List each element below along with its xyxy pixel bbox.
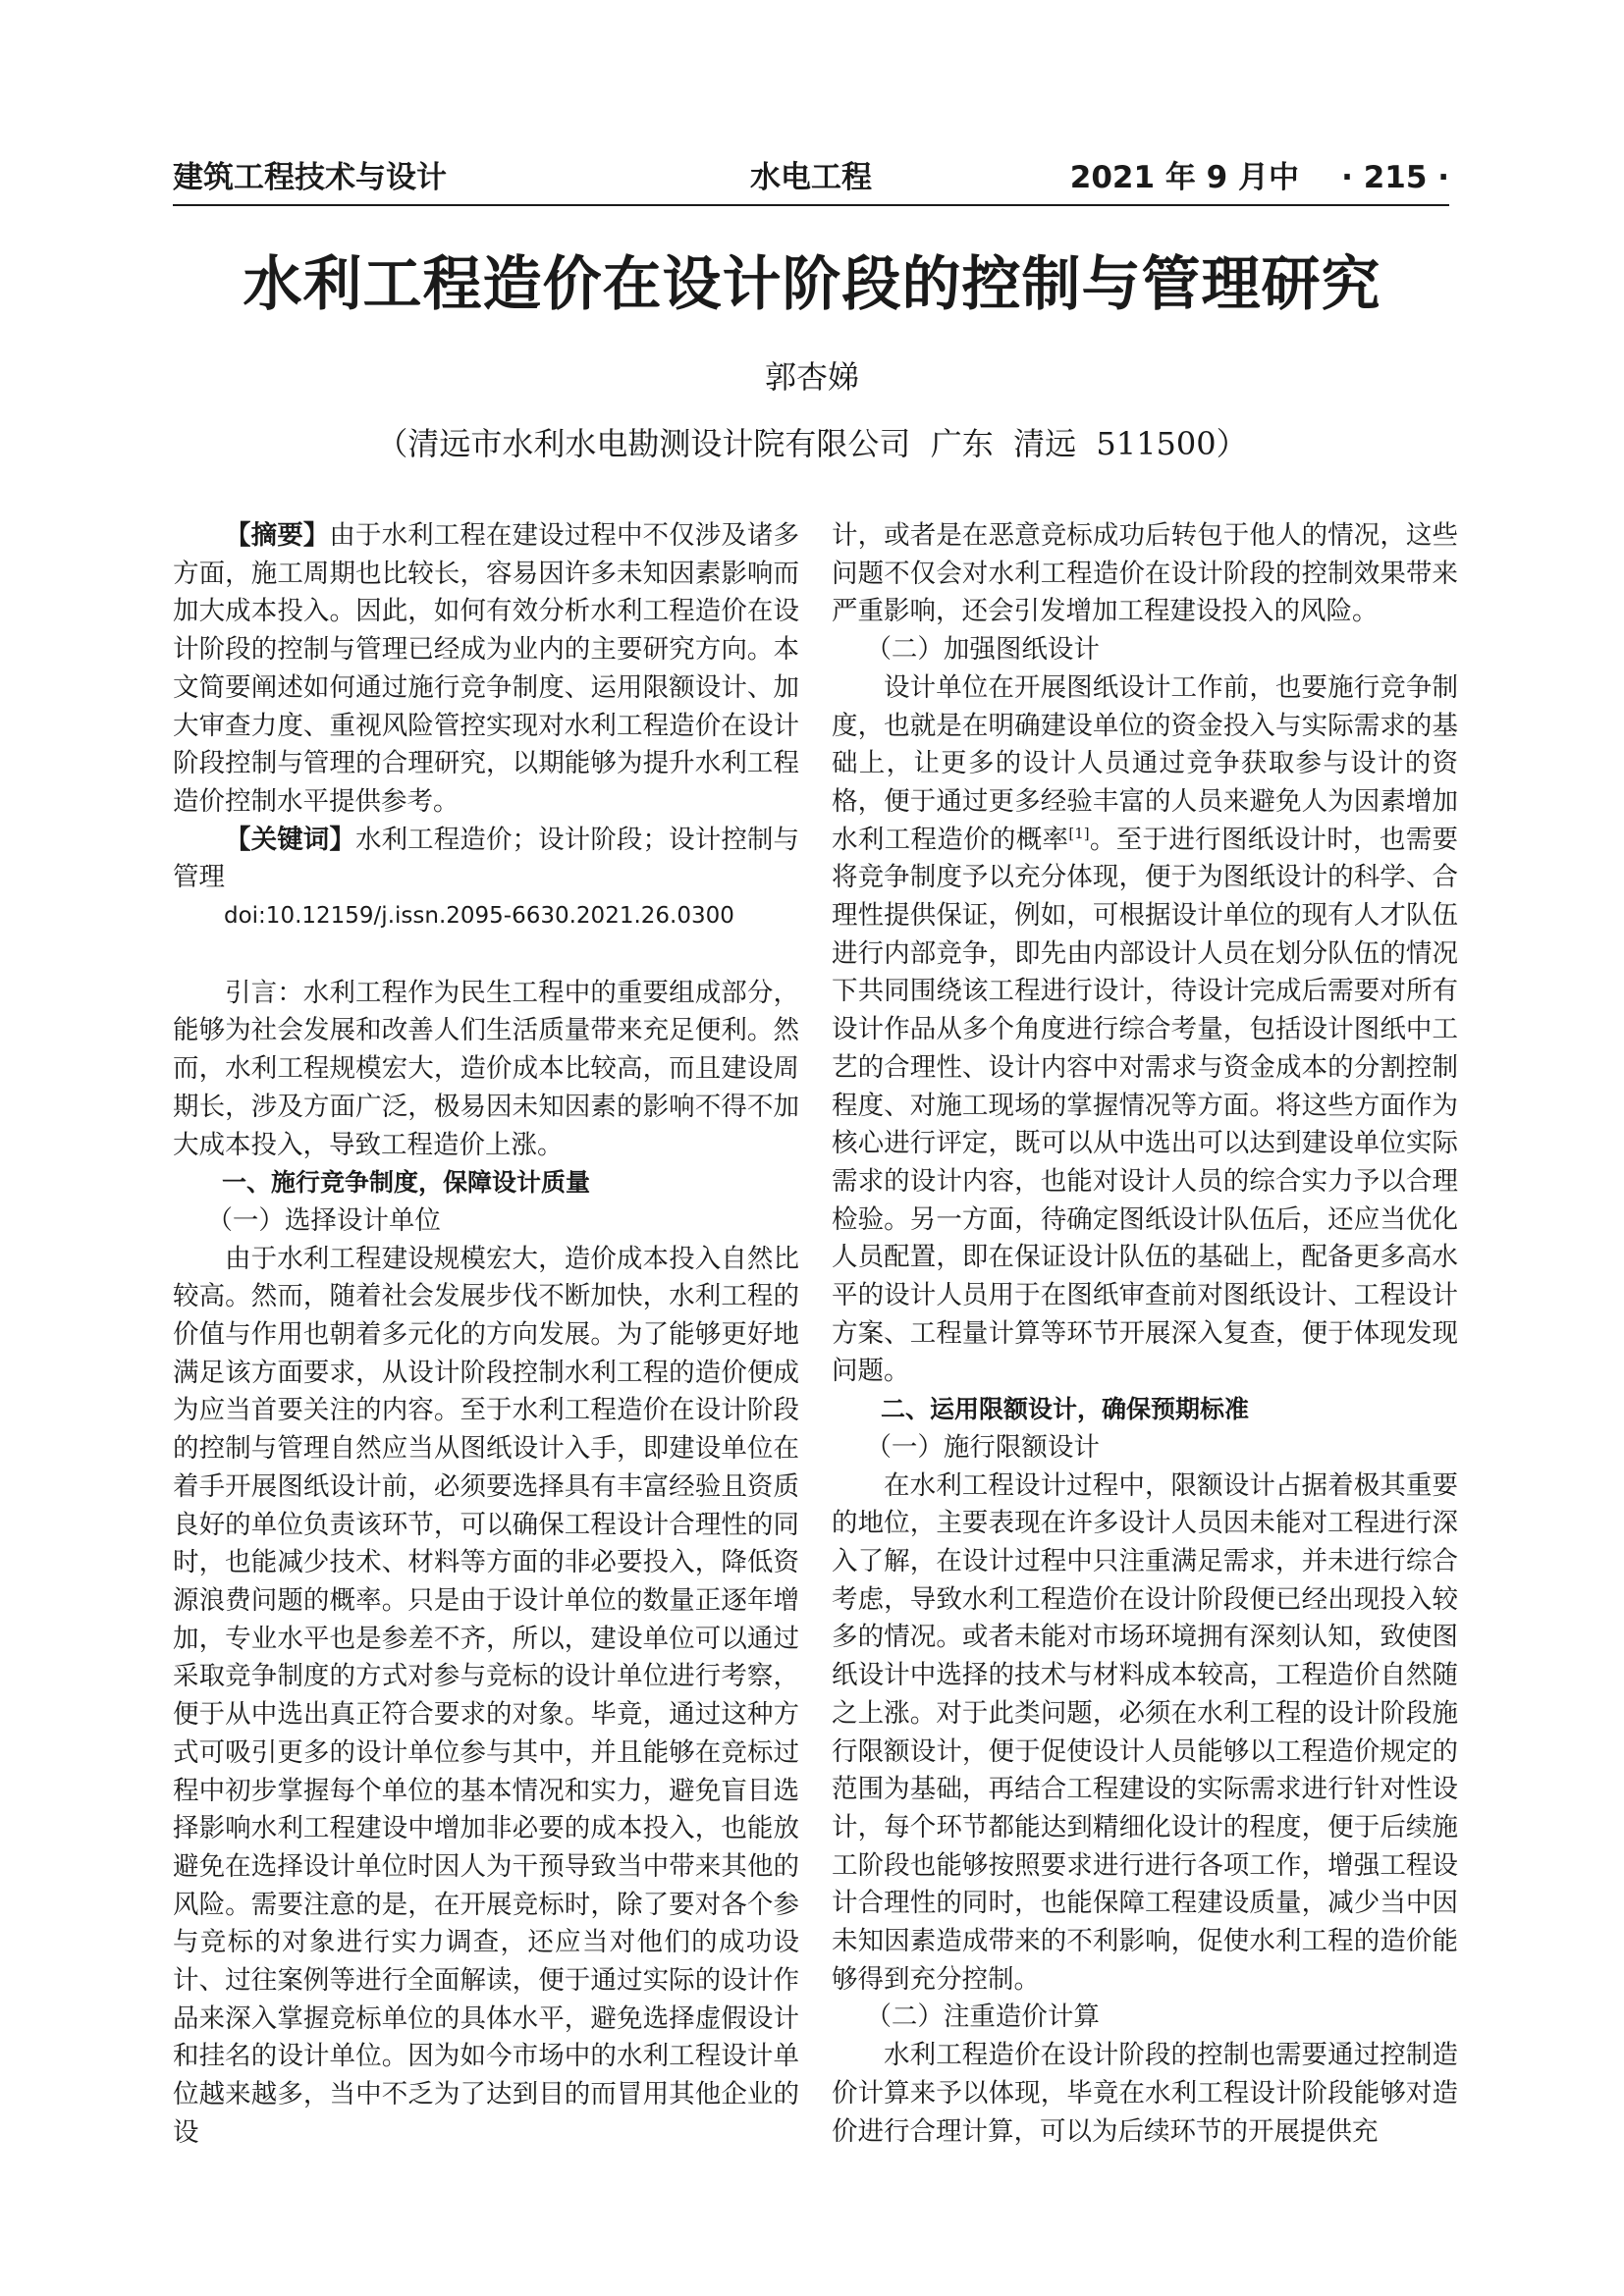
section-heading-2: 二、运用限额设计，确保预期标准 <box>881 1395 1250 1424</box>
left-column <box>173 517 799 2153</box>
body-paragraph <box>832 669 1458 1391</box>
abstract-label: 【摘要】 <box>225 520 330 551</box>
header-rule <box>173 204 1449 206</box>
body-paragraph: 由于水利工程建设规模宏大，造价成本投入自然比较高。然而，随着社会发展步伐不断加快，水利工程的价值与作用也朝着多元化的方向发展。为了能够更好地满足该方面要求，从设计阶段控制水利工程的造价便成为应当首要关注的内容。至于水利工程造价在设计阶段的控制与管理自然应当从图纸设计入手，即建设单位在着手开展图纸设计前，必须要选择具有丰富经验且资质良好的单位负责该环节，可以确保工程设计合理性的同时，也能减少技术、材料等方面的非必要投入，降低资源浪费问题的概率。只是由于设计单位的数量正逐年增加，专业水平也是参差不齐，所以，建设单位可以通过采取竞争制度的方式对参与竞标的设计单位进行考察，便于从中选出真正符合要求的对象。毕竟，通过这种方式可吸引更多的设计单位参与其中，并且能够在竞标过程中初步掌握每个单位的基本情况和实力，避免盲目选择影响水利工程建设中增加非必要的成本投入，也能放避免在选择设计单位时因人为干预导致当中带来其他的风险。需要注意的是，在开展竞标时，除了要对各个参与竞标的对象进行实力调查，还应当对他们的成功设计、过往案例等进行全面解读，便于通过实际的设计作品来深入掌握竞标单位的具体水平，避免选择虚假设计和挂名的设计单位。因为如今市场中的水利工程设计单位越来越多，当中不乏为了达到目的而冒用其他企业的设 <box>173 1243 799 2148</box>
journal-name: 建筑工程技术与设计 <box>173 160 447 195</box>
body-paragraph: 计，或者是在恶意竞标成功后转包于他人的情况，这些问题不仅会对水利工程造价在设计阶段的控制效果带来严重影响，还会引发增加工程建设投入的风险。 <box>832 520 1458 627</box>
spacer <box>173 935 799 975</box>
section-name: 水电工程 <box>750 160 872 195</box>
author-affiliation: （清远市水利水电勘测设计院有限公司 广东 清远 511500） <box>376 425 1248 462</box>
subsection-heading-1-1: （一）选择设计单位 <box>206 1204 441 1236</box>
subsection-heading-1-2: （二）加强图纸设计 <box>865 634 1100 666</box>
keywords-text: 水利工程造价；设计阶段；设计控制与管理 <box>173 824 800 893</box>
intro-paragraph: 引言：水利工程作为民生工程中的重要组成部分，能够为社会发展和改善人们生活质量带来充足便利。然而，水利工程规模宏大，造价成本比较高，而且建设周期长，涉及方面广泛，极易因未知因素的影响不得不加大成本投入，导致工程造价上涨。 <box>173 977 799 1160</box>
article-title: 水利工程造价在设计阶段的控制与管理研究 <box>243 250 1381 319</box>
abstract-text: 由于水利工程在建设过程中不仅涉及诸多方面，施工周期也比较长，容易因许多未知因素影响而加大成本投入。因此，如何有效分析水利工程造价在设计阶段的控制与管理已经成为业内的主要研究方向。本文简要阐述如何通过施行竞争制度、运用限额设计、加大审查力度、重视风险管控实现对水利工程造价在设计阶段控制与管理的合理研究，以期能够为提升水利工程造价控制水平提供参考。 <box>173 520 800 817</box>
keywords <box>173 822 799 897</box>
issue-and-page: 2021 年 9 月中 · 215 · <box>1069 160 1449 195</box>
subsection-heading-2-1: （一）施行限额设计 <box>865 1431 1100 1463</box>
citation-ref: [1] <box>1068 824 1090 842</box>
author-name: 郭杏娣 <box>764 358 859 396</box>
keywords-label: 【关键词】 <box>225 824 355 855</box>
body-text: 设计单位在开展图纸设计工作前，也要施行竞争制度，也就是在明确建设单位的资金投入与实际需求的基础上，让更多的设计人员通过竞争获取参与设计的资格，便于通过更多经验丰富的人员来避免人为因素增加水利工程造价的概率 <box>832 671 1458 855</box>
body-text: 。至于进行图纸设计时，也需要将竞争制度予以充分体现，便于为图纸设计的科学、合理性提供保证，例如，可根据设计单位的现有人才队伍进行内部竞争，即先由内部设计人员在划分队伍的情况下共同围绕该工程进行设计，待设计完成后需要对所有设计作品从多个角度进行综合考量，包括设计图纸中工艺的合理性、设计内容中对需求与资金成本的分割控制程度、对施工现场的掌握情况等方面。将这些方面作为核心进行评定，既可以从中选出可以达到建设单位实际需求的设计内容，也能对设计人员的综合实力予以合理检验。另一方面，待确定图纸设计队伍后，还应当优化人员配置，即在保证设计队伍的基础上，配备更多高水平的设计人员用于在图纸审查前对图纸设计、工程设计方案、工程量计算等环节开展深入复查，便于体现发现问题。 <box>832 824 1459 1387</box>
subsection-heading-2-2: （二）注重造价计算 <box>865 2002 1100 2033</box>
abstract <box>173 517 799 822</box>
doi: doi:10.12159/j.issn.2095-6630.2021.26.0300 <box>224 903 734 930</box>
body-paragraph: 在水利工程设计过程中，限额设计占据着极其重要的地位，主要表现在许多设计人员因未能对工程进行深入了解，在设计过程中只注重满足需求，并未进行综合考虑，导致水利工程造价在设计阶段便已经出现投入较多的情况。或者未能对市场环境拥有深刻认知，致使图纸设计中选择的技术与材料成本较高，工程造价自然随之上涨。对于此类问题，必须在水利工程的设计阶段施行限额设计，便于促使设计人员能够以工程造价规定的范围为基础，再结合工程建设的实际需求进行针对性设计，每个环节都能达到精细化设计的程度，便于后续施工阶段也能够按照要求进行进行各项工作，增强工程设计合理性的同时，也能保障工程建设质量，减少当中因未知因素造成带来的不利影响，促使水利工程的造价能够得到充分控制。 <box>832 1469 1458 1995</box>
right-column <box>832 517 1458 2151</box>
section-heading-1: 一、施行竞争制度，保障设计质量 <box>222 1168 591 1198</box>
running-header <box>173 155 1449 200</box>
body-paragraph: 水利工程造价在设计阶段的控制也需要通过控制造价计算来予以体现，毕竟在水利工程设计阶段能够对造价进行合理计算，可以为后续环节的开展提供充 <box>832 2040 1458 2147</box>
